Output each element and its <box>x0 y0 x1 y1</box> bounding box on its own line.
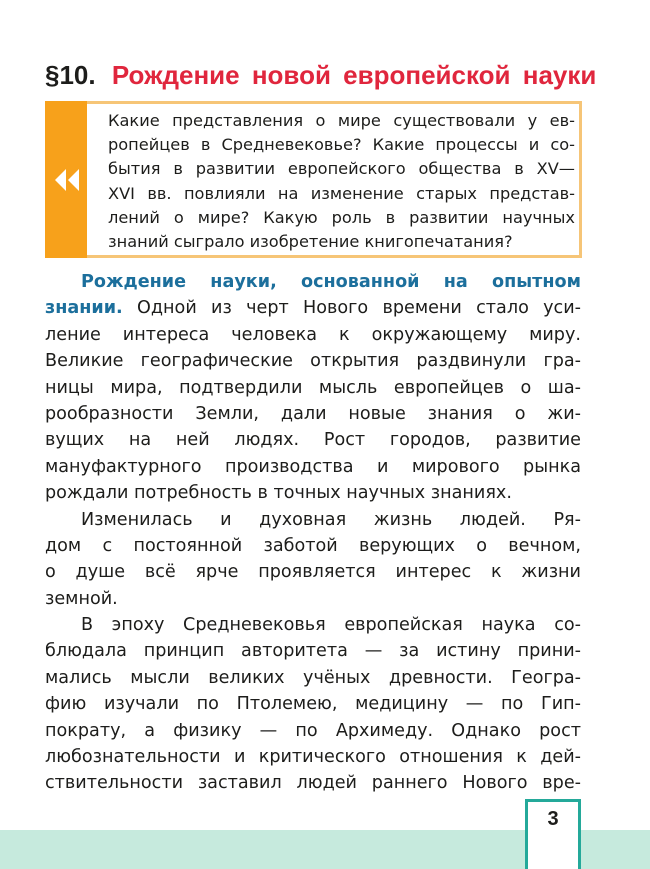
text-line: Великие географические открытия раздвинули гра- <box>45 351 581 372</box>
text-line: блюдала принцип авторитета — за истину прини- <box>45 641 581 662</box>
subheading-line: Рождение науки, основанной на опытном <box>81 272 581 292</box>
question-line: ропейцев в Средневековье? Какие процессы и со- <box>108 135 575 155</box>
text-line: земной. <box>45 588 118 609</box>
rewind-icon <box>54 167 80 193</box>
body-text <box>45 269 581 797</box>
text-line: мались мысли великих учёных древности. Геогра- <box>45 667 581 688</box>
text-line: любознательности и критического отношения к дей- <box>45 747 581 768</box>
question-line: XVI вв. повлияли на изменение старых представ- <box>108 183 575 203</box>
question-line: Какие представления о мире существовали у ев- <box>108 111 575 130</box>
text-line-rest: Одной из черт Нового времени стало уси- <box>137 298 582 319</box>
intro-questions-box <box>45 101 582 258</box>
page-number-box <box>525 799 581 869</box>
text-line: рождали потребность в точных научных знаниях. <box>45 483 512 504</box>
text-line: Изменилась и духовная жизнь людей. Ря- <box>81 509 581 530</box>
text-line: вущих на ней людях. Рост городов, развитие <box>45 430 581 451</box>
text-line: ствительности заставил людей раннего Нового вре- <box>45 773 581 794</box>
text-line <box>45 295 581 321</box>
section-title: Рождение новой европейской науки <box>111 60 597 90</box>
text-line: о душе всё ярче проявляется интерес к жизни <box>45 562 581 583</box>
text-line: фию изучали по Птолемею, медицину — по Гип- <box>45 694 581 715</box>
question-box-accent-bar <box>45 101 87 258</box>
subheading-end: знании. <box>45 298 123 319</box>
question-line: знаний сыграло изобретение книгопечатания? <box>108 232 513 252</box>
question-text <box>108 109 575 254</box>
text-line: В эпоху Средневековья европейская наука со- <box>81 615 581 636</box>
text-line: дом с постоянной заботой верующих о вечном, <box>45 535 581 556</box>
page-title <box>45 58 597 92</box>
section-number: §10. <box>45 60 96 90</box>
text-line: ление интереса человека к окружающему миру. <box>45 324 581 345</box>
text-line: пократу, а физику — по Архимеду. Однако рост <box>45 720 581 741</box>
question-line: бытия в развитии европейского общества в XV— <box>108 159 575 179</box>
text-line: рообразности Земли, дали новые знания о жи- <box>45 403 581 424</box>
page-number: 3 <box>547 808 559 830</box>
text-line: мануфактурного производства и мирового рынка <box>45 456 581 477</box>
text-line: ницы мира, подтвердили мысль европейцев о ша- <box>45 377 581 398</box>
question-line: лений о мире? Какую роль в развитии научных <box>108 207 575 227</box>
